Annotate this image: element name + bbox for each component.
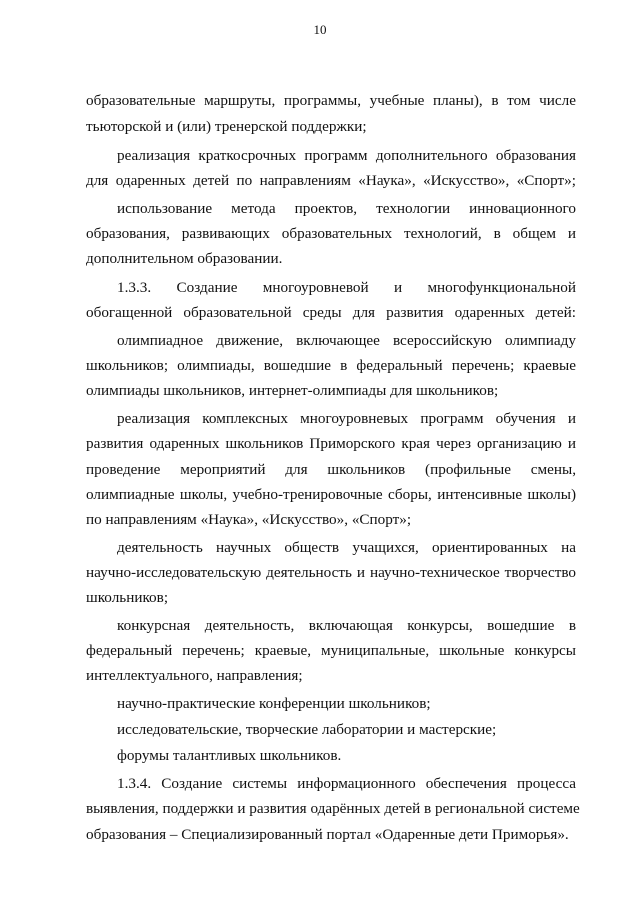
text-line: образования – Специализированный портал «Одаренные дети Приморья». [86, 826, 569, 843]
text-line: форумы талантливых школьников. [117, 747, 342, 764]
text-line: развития одаренных школьников Приморского края через организацию и [86, 435, 576, 452]
text-line: обогащенной образовательной среды для развития одаренных детей: [86, 304, 576, 321]
text-line: использование метода проектов, технологии инновационного [117, 200, 576, 217]
text-line: школьников; [86, 589, 169, 606]
text-line: 1.3.4. Создание системы информационного обеспечения процесса [117, 775, 576, 792]
text-line: олимпиады школьников, интернет-олимпиады для школьников; [86, 382, 499, 399]
text-line: деятельность научных обществ учащихся, ориентированных на [117, 539, 576, 556]
text-line: школьников; олимпиады, вошедшие в федеральный перечень; краевые [86, 357, 576, 374]
text-line: олимпиадные школы, учебно-тренировочные сборы, интенсивные школы) [86, 486, 576, 503]
text-line: тьюторской и (или) тренерской поддержки; [86, 118, 367, 135]
page-number: 10 [313, 22, 327, 37]
text-line: олимпиадное движение, включающее всероссийскую олимпиаду [117, 332, 576, 349]
text-line: для одаренных детей по направлениям «Наука», «Искусство», «Спорт»; [86, 172, 576, 189]
text-line: реализация комплексных многоуровневых программ обучения и [117, 410, 576, 427]
text-line: конкурсная деятельность, включающая конкурсы, вошедшие в [117, 617, 576, 634]
text-line: по направлениям «Наука», «Искусство», «Спорт»; [86, 511, 412, 528]
text-line: 1.3.3. Создание многоуровневой и многофункциональной [117, 279, 576, 296]
text-line: научно-практические конференции школьников; [117, 695, 431, 712]
text-line: дополнительном образовании. [86, 250, 283, 267]
text-line: реализация краткосрочных программ дополнительного образования [117, 147, 576, 164]
text-line: интеллектуального, направления; [86, 667, 303, 684]
text-line: научно-исследовательскую деятельность и научно-техническое творчество [86, 564, 576, 581]
text-line: образовательные маршруты, программы, учебные планы), в том числе [86, 92, 576, 109]
text-line: исследовательские, творческие лаборатории и мастерские; [117, 721, 497, 738]
text-line: образования, развивающих образовательных технологий, в общем и [86, 225, 576, 242]
text-line: федеральный перечень; краевые, муниципальные, школьные конкурсы [86, 642, 576, 659]
text-line: проведение мероприятий для школьников (профильные смены, [86, 461, 576, 478]
text-line: выявления, поддержки и развития одарённых детей в региональной системе [86, 800, 580, 817]
